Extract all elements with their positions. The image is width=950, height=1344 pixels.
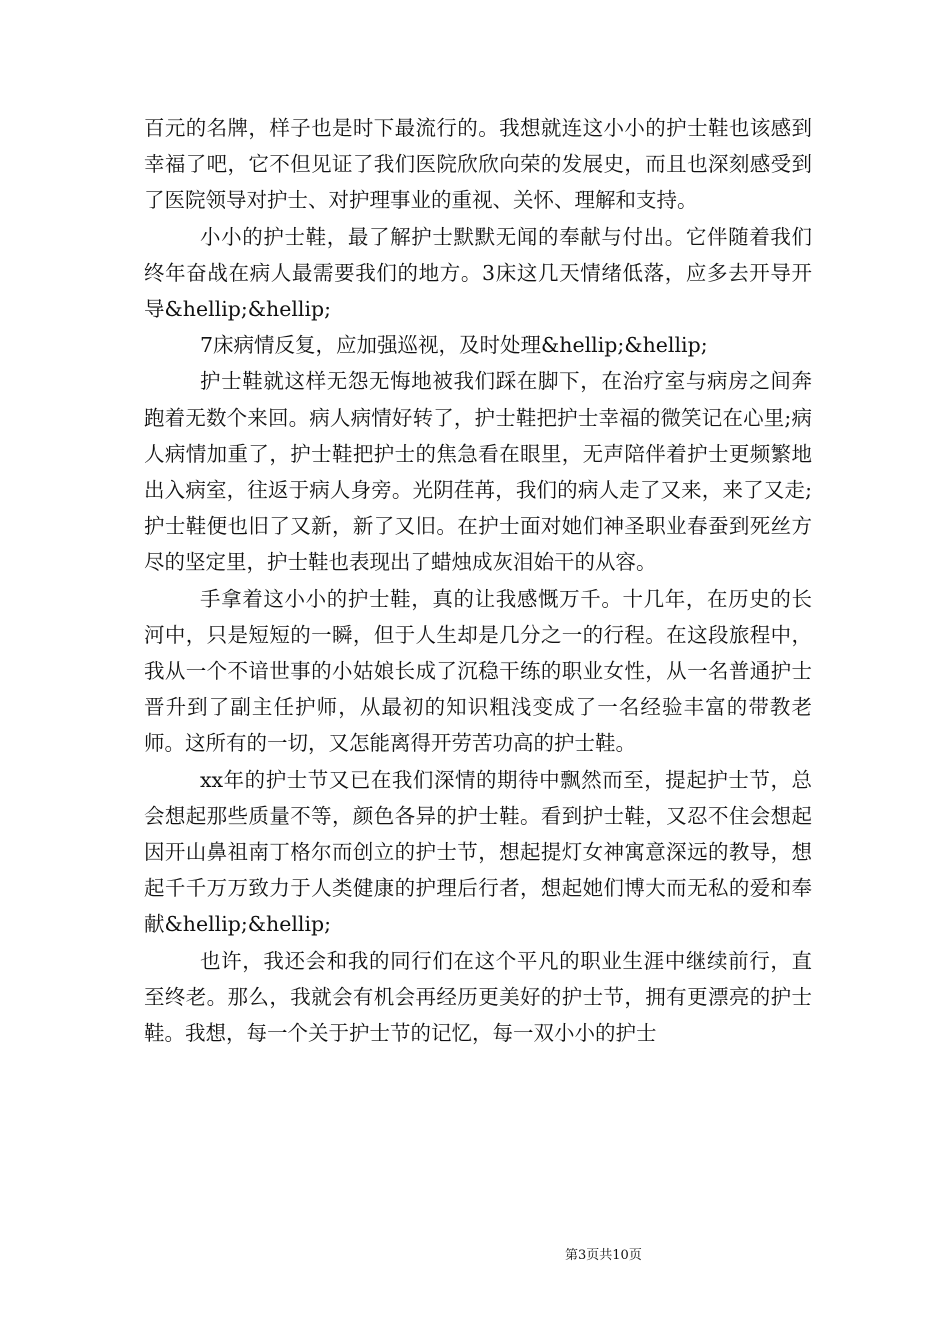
page-number-footer: 第3页共10页: [565, 1248, 642, 1263]
paragraph-7: 也许，我还会和我的同行们在这个平凡的职业生涯中继续前行，直至终老。那么，我就会有机会再经历更美好的护士节，拥有更漂亮的护士鞋。我想，每一个关于护士节的记忆，每一双小小的护士: [144, 948, 812, 1046]
paragraph-5: 手拿着这小小的护士鞋，真的让我感慨万千。十几年，在历史的长河中，只是短短的一瞬，但于人生却是几分之一的行程。在这段旅程中，我从一个不谙世事的小姑娘长成了沉稳干练的职业女性，从一名普通护士晋升到了副主任护师，从最初的知识粗浅变成了一名经验丰富的带教老师。这所有的一切，又怎能离得开劳苦功高的护士鞋。: [144, 586, 812, 756]
paragraph-6: xx年的护士节又已在我们深情的期待中飘然而至，提起护士节，总会想起那些质量不等，颜色各异的护士鞋。看到护士鞋，又忍不住会想起因开山鼻祖南丁格尔而创立的护士节，想起提灯女神寓意深远的教导，想起千千万万致力于人类健康的护理后行者，想起她们博大而无私的爱和奉献&hellip;&hellip;: [144, 767, 812, 937]
paragraph-2: 小小的护士鞋，最了解护士默默无闻的奉献与付出。它伴随着我们终年奋战在病人最需要我们的地方。3床这几天情绪低落，应多去开导开导&hellip;&hellip;: [144, 224, 812, 322]
paragraph-3: 7床病情反复，应加强巡视，及时处理&hellip;&hellip;: [200, 333, 708, 358]
paragraph-4: 护士鞋就这样无怨无悔地被我们踩在脚下，在治疗室与病房之间奔跑着无数个来回。病人病情好转了，护士鞋把护士幸福的微笑记在心里;病人病情加重了，护士鞋把护士的焦急看在眼里，无声陪伴着护士更频繁地出入病室，往返于病人身旁。光阴荏苒，我们的病人走了又来，来了又走;护士鞋便也旧了又新，新了又旧。在护士面对她们神圣职业春蚕到死丝方尽的坚定里，护士鞋也表现出了蜡烛成灰泪始干的从容。: [144, 369, 812, 575]
paragraph-1: 百元的名牌，样子也是时下最流行的。我想就连这小小的护士鞋也该感到幸福了吧，它不但见证了我们医院欣欣向荣的发展史，而且也深刻感受到了医院领导对护士、对护理事业的重视、关怀、理解和支持。: [144, 116, 812, 213]
document-body: [144, 110, 812, 1051]
